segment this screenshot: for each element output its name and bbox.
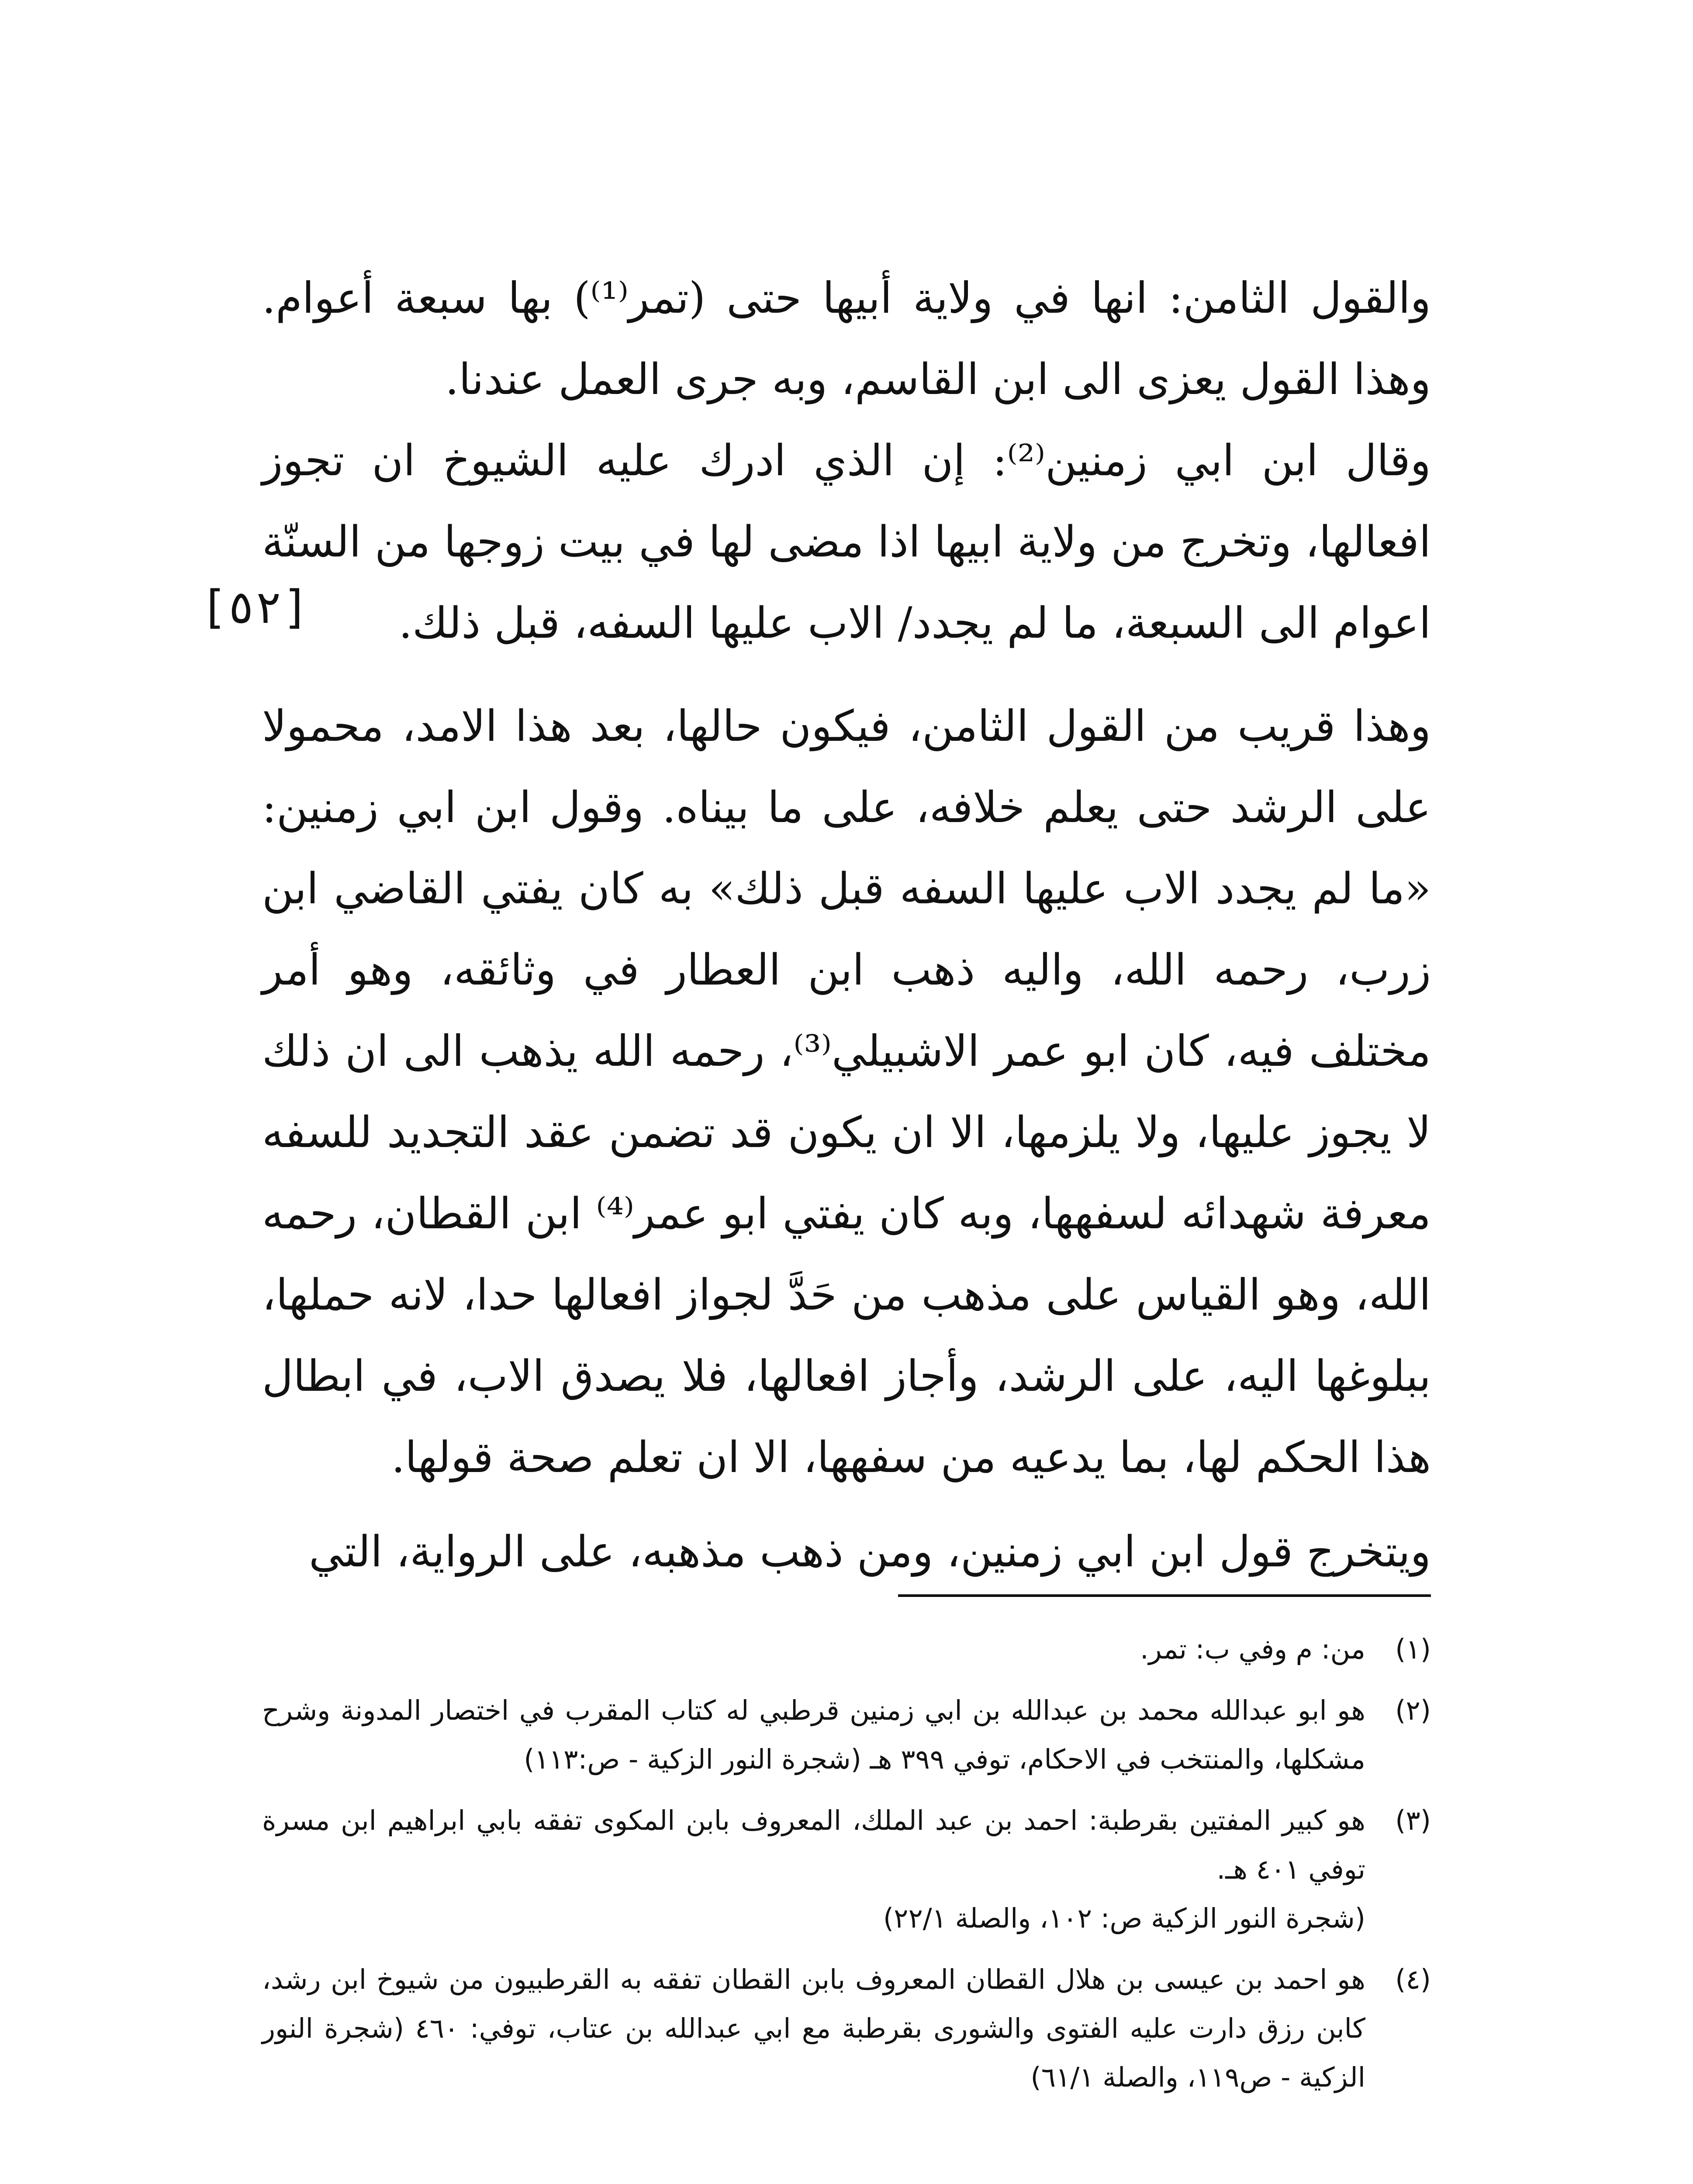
footnote-text-block — [262, 1796, 1365, 1943]
footnote-text: هو ابو عبدالله محمد بن عبدالله بن ابي زمنين قرطبي له كتاب المقرب في اختصار المدونة وشرح مشكلها، والمنتخب في الاحكام، توفي ٣٩٩ هـ (شجرة النور الزكية - ص:١١٣) — [262, 1694, 1365, 1775]
footnote-number: (٢) — [1395, 1694, 1431, 1726]
paragraph-1: والقول الثامن: انها في ولاية أبيها حتى (تمر⁽¹⁾) بها سبعة أعوام. وهذا القول يعزى الى ابن القاسم، وبه جرى العمل عندنا. — [262, 273, 1431, 404]
footnote-text: من: م وفي ب: تمر. — [1140, 1633, 1365, 1665]
paragraph-4: ويتخرج قول ابن ابي زمنين، ومن ذهب مذهبه، على الرواية، التي — [309, 1527, 1431, 1577]
footnote-text: هو احمد بن عيسى بن هلال القطان المعروف بابن القطان تفقه به القرطبيون من شيوخ ابن رشد، كابن رزق دارت عليه الفتوى والشورى بقرطبة مع ابي عبدالله بن عتاب، توفي: ٤٦٠ (شجرة النور الزكية - ص١١٩، والصلة ٦١/١) — [262, 1963, 1366, 2093]
footnote-text: هو كبير المفتين بقرطبة: احمد بن عبد الملك، المعروف بابن المكوى تفقه بابي ابراهيم ابن مسرة توفي ٤٠١ هـ. — [262, 1804, 1365, 1885]
footnote-divider — [898, 1594, 1431, 1597]
footnote-2 — [262, 1686, 1431, 1784]
footnote-number: (٣) — [1395, 1804, 1431, 1836]
paragraph-2: وقال ابن ابي زمنين⁽²⁾: إن الذي ادرك عليه الشيوخ ان تجوز افعالها، وتخرج من ولاية ابيها اذا مضى لها في بيت زوجها من السنّة اعوام الى السبعة، ما لم يجدد/ الاب عليها السفه، قبل ذلك. — [262, 436, 1431, 648]
footnote-number: (١) — [1395, 1633, 1431, 1665]
manuscript-page-marker: [٥٢] — [200, 581, 310, 634]
main-text — [262, 258, 1431, 1593]
paragraph-3: وهذا قريب من القول الثامن، فيكون حالها، بعد هذا الامد، محمولا على الرشد حتى يعلم خلافه، على ما بيناه. وقول ابن ابي زمنين: «ما لم يجدد الاب عليها السفه قبل ذلك» به كان يفتي القاضي ابن زرب، رحمه الله، واليه ذهب ابن العطار في وثائقه، وهو أمر مختلف فيه، كان ابو عمر الاشبيلي⁽³⁾، رحمه الله يذهب الى ان ذلك لا يجوز عليها، ولا يلزمها، الا ان يكون قد تضمن عقد التجديد للسفه معرفة شهدائه لسفهها، وبه كان يفتي ابو عمر⁽⁴⁾ ابن القطان، رحمه الله، وهو القياس على مذهب من حَدَّ لجواز افعالها حدا، لانه حملها، ببلوغها اليه، على الرشد، وأجاز افعالها، فلا يصدق الاب، في ابطال هذا الحكم لها، بما يدعيه من سفهها، الا ان تعلم صحة قولها. — [262, 702, 1431, 1482]
footnote-source: (شجرة النور الزكية ص: ١٠٢، والصلة ٢٢/١) — [883, 1902, 1365, 1934]
footnote-1 — [262, 1625, 1431, 1674]
footnote-number: (٤) — [1395, 1963, 1431, 1995]
footnote-3 — [262, 1796, 1431, 1943]
footnote-4 — [262, 1955, 1431, 2102]
footnotes — [262, 1625, 1431, 2114]
